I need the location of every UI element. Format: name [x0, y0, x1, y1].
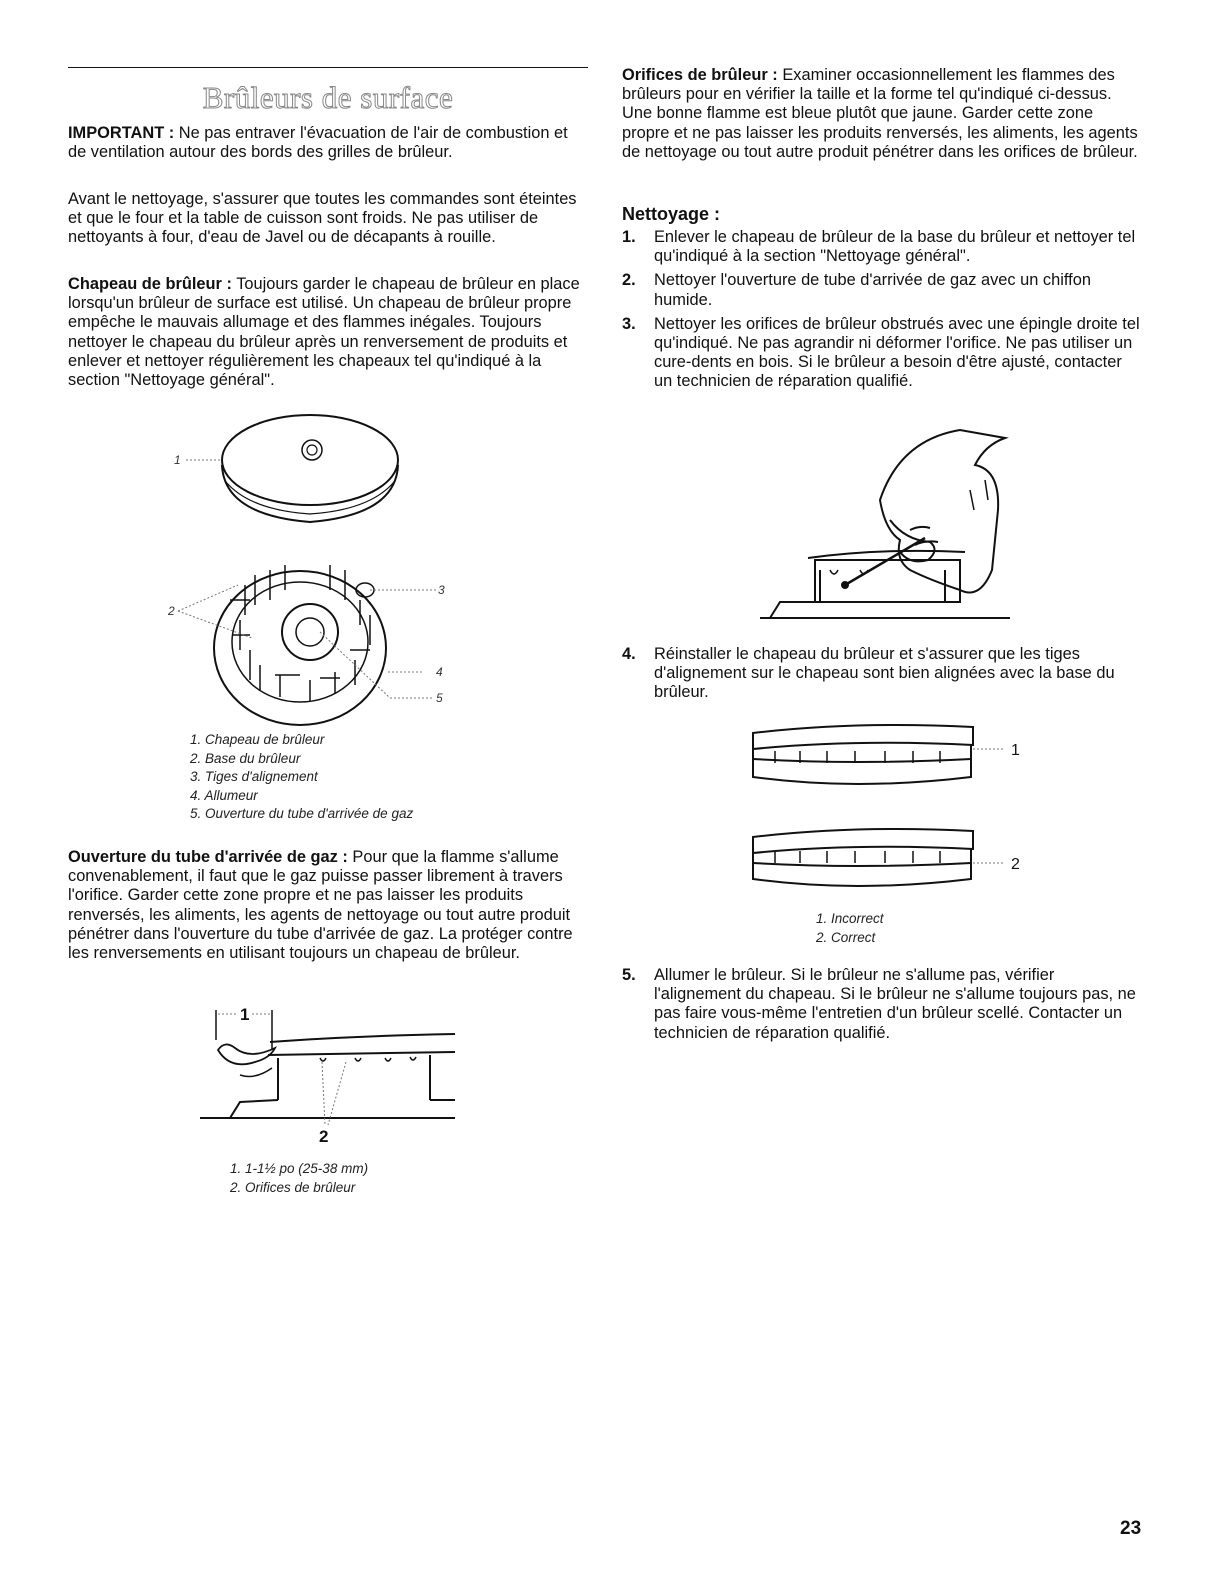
correct-cap-illustration — [753, 829, 973, 886]
step-text: Réinstaller le chapeau du brûleur et s'assurer que les tiges d'alignement sur le chapeau sont bien alignées avec la base du brûleur. — [654, 645, 1115, 702]
cap-alignment-figure — [745, 715, 1035, 905]
step-text: Nettoyer les orifices de brûleur obstrués avec une épingle droite tel qu'indiqué. Ne pas agrandir ni déformer l'orifice. Ne pas utiliser un cure-dents en bois. Si le brûleur a besoin d'être ajusté, contacter un technicien de réparation qualifié. — [654, 314, 1140, 391]
burner-top — [270, 1034, 455, 1042]
cleaning-step-4 — [622, 645, 1142, 703]
fig1-callout-1: 1 — [174, 453, 181, 467]
fig1-legend-item: 3. Tiges d'alignement — [190, 769, 318, 784]
fig2-legend-item: 2. Orifices de brûleur — [230, 1179, 356, 1195]
fig4-callout-2: 2 — [1011, 856, 1020, 873]
fig4-legend-item: 2. Correct — [816, 929, 876, 945]
cleaning-steps-1-3 — [622, 228, 1142, 392]
fig1-legend-item: 1. Chapeau de brûleur — [190, 732, 325, 747]
orifice-label: Orifices de brûleur : — [622, 66, 778, 84]
flame-icon — [218, 1044, 275, 1064]
cleaning-step — [622, 271, 1142, 309]
flame-orifice-figure — [200, 1000, 460, 1150]
cap-paragraph — [68, 275, 588, 390]
orifice-paragraph — [622, 66, 1142, 162]
fig2-legend-item: 1. 1-1½ po (25-38 mm) — [230, 1161, 369, 1176]
important-text: Ne pas entraver l'évacuation de l'air de combustion et de ventilation autour des bords des grilles de brûleur. — [68, 124, 568, 162]
cap-center-icon — [302, 440, 322, 460]
step-number: 5. — [622, 966, 636, 984]
gas-tube-label: Ouverture du tube d'arrivée de gaz : — [68, 848, 348, 866]
fig1-legend-item: 2. Base du brûleur — [190, 750, 301, 766]
important-paragraph — [68, 124, 588, 162]
fig1-callout-2: 2 — [168, 604, 175, 618]
page-number: 23 — [1120, 1518, 1142, 1539]
burner-cap-figure — [160, 410, 470, 735]
fig4-callout-1: 1 — [1011, 742, 1020, 759]
fig2-callout-1: 1 — [240, 1005, 250, 1024]
gas-tube-paragraph — [68, 848, 588, 963]
cleaning-step — [622, 645, 1142, 703]
cleaning-step-5 — [622, 966, 1142, 1043]
step-number: 4. — [622, 645, 636, 663]
step-number: 3. — [622, 314, 636, 333]
cleaning-heading: Nettoyage : — [622, 204, 721, 224]
before-cleaning-paragraph: Avant le nettoyage, s'assurer que toutes les commandes sont éteintes et que le four et la table de cuisson sont froids. Ne pas utiliser de nettoyants à four, d'eau de Javel ou de décapants à rouille. — [68, 190, 577, 247]
cap-label: Chapeau de brûleur : — [68, 275, 232, 293]
fig4-legend-item: 1. Incorrect — [816, 911, 884, 926]
fig2-legend — [230, 1160, 530, 1197]
orifice-text: Examiner occasionnellement les flammes des brûleurs pour en vérifier la taille et la forme tel qu'indiqué ci-dessus. Une bonne flamme est bleue plutôt que jaune. Garder cette zone propre et ne pas laisser les produits renversés, les aliments, les agents de nettoyage ou tout autre produit pénétrer dans les orifices de brûleur. — [622, 66, 1138, 161]
fig4-legend — [816, 910, 1016, 947]
burner-body — [815, 560, 960, 602]
important-label: IMPORTANT : — [68, 124, 175, 142]
fig1-legend-item: 5. Ouverture du tube d'arrivée de gaz — [190, 806, 414, 821]
fig1-callout-4: 4 — [436, 665, 443, 679]
gas-tube-text: Pour que la flamme s'allume convenablement, il faut que le gaz puisse passer librement à travers l'orifice. Garder cette zone propre et ne pas laisser les produits renversés, les aliments, les agents de nettoyage ou tout autre produit pénétrer dans l'ouverture du tube d'arrivée de gaz. La protéger contre les renversements en utilisant toujours un chapeau de brûleur. — [68, 848, 573, 963]
incorrect-cap-illustration — [753, 725, 973, 784]
fig1-callout-5: 5 — [436, 691, 443, 705]
section-title: Brûleurs de surface — [202, 80, 454, 115]
fig1-legend-item: 4. Allumeur — [190, 787, 258, 803]
hand-icon — [880, 430, 1005, 593]
fig1-legend — [190, 731, 490, 824]
pin-cleaning-figure — [760, 420, 1020, 620]
cleaning-step — [622, 315, 1142, 392]
cleaning-step — [622, 228, 1142, 266]
cleaning-step — [622, 966, 1142, 1043]
step-number: 2. — [622, 271, 636, 290]
step-text: Allumer le brûleur. Si le brûleur ne s'allume pas, vérifier l'alignement du chapeau. Si le brûleur ne s'allume toujours pas, ne pas faire vous-même l'entretien d'un brûleur scellé. Contacter un technicien de réparation qualifié. — [654, 966, 1136, 1042]
fig1-callout-3: 3 — [438, 583, 445, 597]
cap-text: Toujours garder le chapeau de brûleur en place lorsqu'un brûleur de surface est utilisé. Un chapeau de brûleur propre empêche le mauvais allumage et des flammes inégales. Toujours nettoyer le chapeau du brûleur après un renversement de produits et enlever et nettoyer régulièrement les chapeaux tel qu'indiqué à la section "Nettoyage général". — [68, 275, 580, 390]
step-number: 1. — [622, 228, 636, 246]
section-rule — [68, 67, 588, 68]
step-text: Nettoyer l'ouverture de tube d'arrivée de gaz avec un chiffon humide. — [654, 271, 1091, 309]
step-text: Enlever le chapeau de brûleur de la base du brûleur et nettoyer tel qu'indiqué à la section "Nettoyage général". — [654, 228, 1136, 266]
fig2-callout-2: 2 — [319, 1127, 329, 1146]
